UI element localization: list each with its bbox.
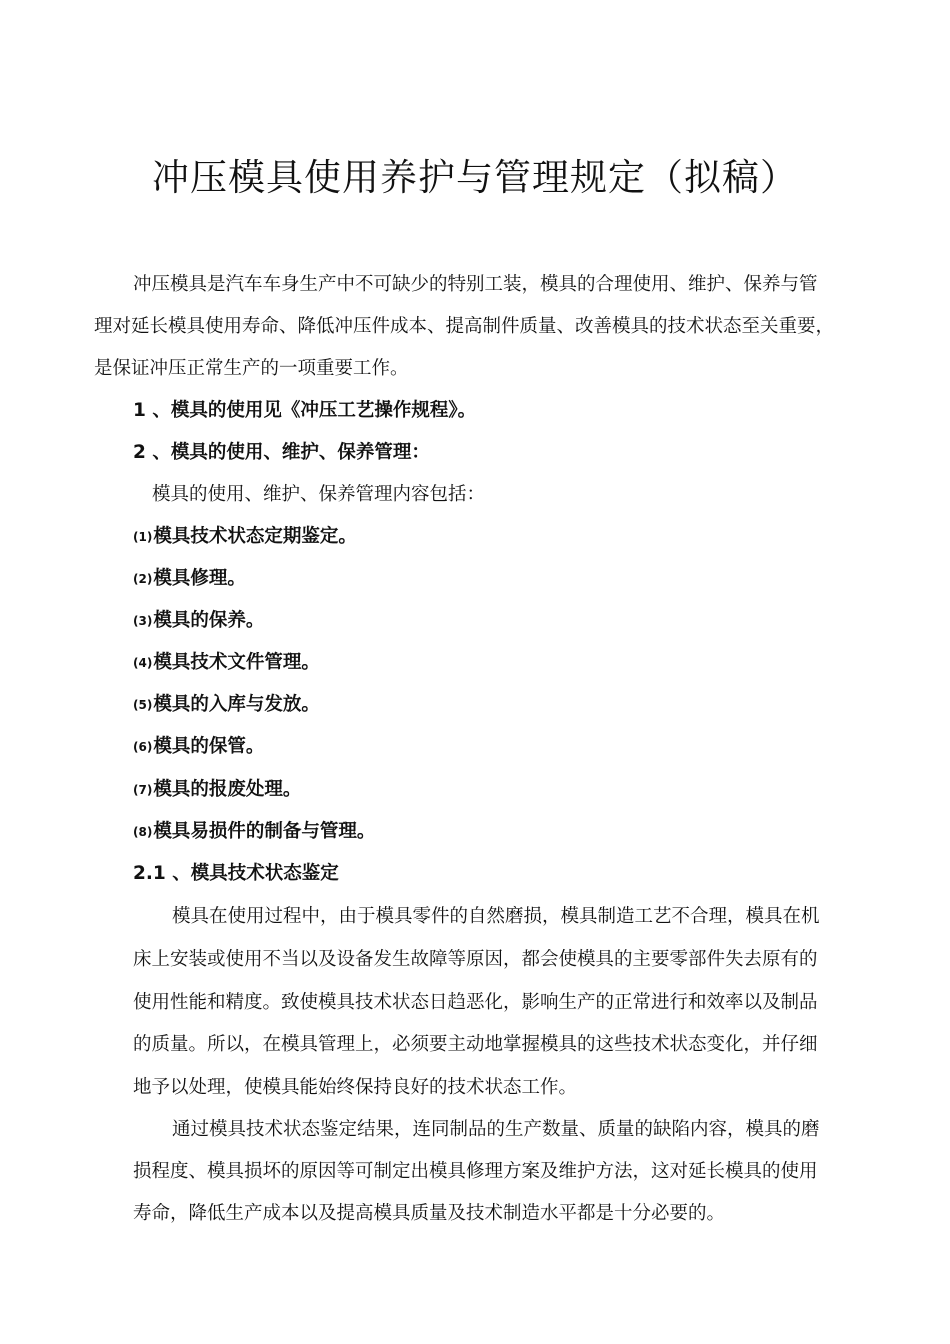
list-item-text: 模具的保养。 [153,610,265,631]
section-2-1-heading: 2.1 、模具技术状态鉴定 [133,863,339,884]
list-item [133,734,264,760]
intro-line-3: 是保证冲压正常生产的一项重要工作。 [94,358,409,379]
para-1-line-2: 床上安装或使用不当以及设备发生故障等原因，都会使模具的主要零部件失去原有的 [133,949,818,970]
intro-line-2: 理对延长模具使用寿命、降低冲压件成本、提高制件质量、改善模具的技术状态至关重要， [94,316,835,337]
list-item-text: 模具技术状态定期鉴定。 [153,526,357,547]
list-item-number: (2) [133,572,153,586]
para-2-line-1: 通过模具技术状态鉴定结果，连同制品的生产数量、质量的缺陷内容，模具的磨 [172,1119,820,1140]
list-item-number: (3) [133,614,153,628]
list-item-number: (6) [133,740,153,754]
section-2-lead: 模具的使用、维护、保养管理内容包括： [152,484,486,505]
para-1-line-4: 的质量。所以，在模具管理上，必须要主动地掌握模具的这些技术状态变化，并仔细 [133,1034,818,1055]
list-item-text: 模具易损件的制备与管理。 [153,821,376,842]
list-item-text: 模具的报废处理。 [153,779,302,800]
intro-line-1: 冲压模具是汽车车身生产中不可缺少的特别工装，模具的合理使用、维护、保养与管 [133,274,818,295]
list-item-number: (5) [133,698,153,712]
list-item-number: (1) [133,530,153,544]
list-item-text: 模具的保管。 [153,736,265,757]
list-item-text: 模具修理。 [153,568,246,589]
list-item [133,608,264,634]
list-item-number: (8) [133,825,153,839]
para-1-line-5: 地予以处理，使模具能始终保持良好的技术状态工作。 [133,1077,578,1098]
list-item-number: (7) [133,783,153,797]
list-item-number: (4) [133,656,153,670]
para-1-line-1: 模具在使用过程中，由于模具零件的自然磨损，模具制造工艺不合理，模具在机 [172,906,820,927]
para-2-line-2: 损程度、模具损坏的原因等可制定出模具修理方案及维护方法，这对延长模具的使用 [133,1161,818,1182]
list-item [133,819,375,845]
section-2-heading: 2 、模具的使用、维护、保养管理： [133,442,430,463]
list-item-text: 模具的入库与发放。 [153,694,320,715]
para-2-line-3: 寿命，降低生产成本以及提高模具质量及技术制造水平都是十分必要的。 [133,1203,726,1224]
section-1-heading: 1 、模具的使用见《冲压工艺操作规程》。 [133,400,477,421]
list-item-text: 模具技术文件管理。 [153,652,320,673]
list-item [133,566,246,592]
para-1-line-3: 使用性能和精度。致使模具技术状态日趋恶化，影响生产的正常进行和效率以及制品 [133,992,818,1013]
list-item [133,524,357,550]
list-item [133,650,320,676]
list-item [133,777,301,803]
list-item [133,692,320,718]
document-title: 冲压模具使用养护与管理规定（拟稿） [152,156,798,199]
